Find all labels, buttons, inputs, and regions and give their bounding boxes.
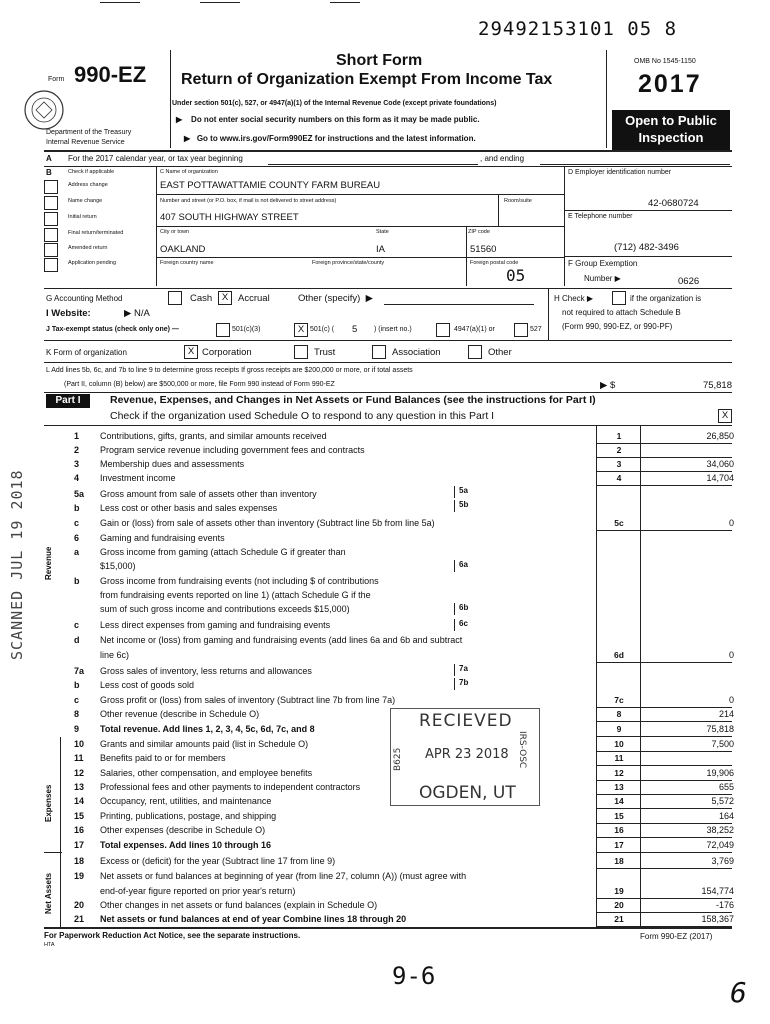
row-description: Investment income [100, 473, 176, 483]
notice-ssn: ▶ Do not enter social security numbers on this form as it may be made public. [176, 115, 480, 124]
line-number-box: 17 [614, 840, 624, 850]
row-rule [596, 852, 732, 853]
row-description: Membership dues and assessments [100, 459, 245, 469]
line-number-box: 12 [614, 768, 624, 778]
inner-box-7b: 7b [454, 678, 495, 690]
schedule-b-checkbox[interactable] [612, 291, 626, 305]
other-specify-label: Other (specify) ▶ [298, 293, 373, 304]
stamp-date: APR 23 2018 [425, 747, 509, 762]
inner-box-5a: 5a [454, 486, 495, 498]
row-rule [596, 780, 732, 781]
stamp-city: OGDEN, UT [419, 783, 516, 803]
line-amount[interactable]: 0 [728, 695, 734, 705]
insert-no-label: ) (insert no.) [374, 326, 412, 333]
part-i-tag: Part I [46, 394, 90, 408]
row-description: Salaries, other compensation, and employee benefits [100, 768, 313, 778]
row-rule [596, 898, 732, 899]
title-short-form: Short Form [336, 52, 423, 69]
scanned-stamp: SCANNED JUL 19 2018 [8, 469, 26, 660]
line-number-box: 8 [616, 709, 622, 719]
side-label-expenses: Expenses [44, 784, 53, 822]
address-change-label: Address change [68, 182, 108, 188]
line-amount[interactable]: 72,049 [706, 840, 734, 850]
gross-receipts-value[interactable]: 75,818 [702, 380, 732, 391]
website-label: I Website: [46, 308, 91, 319]
stamp-code-left: B625 [393, 747, 403, 771]
row-description: Less cost or other basis and sales expenses [100, 503, 278, 513]
row-description: Gain or (loss) from sale of assets other than inventory (Subtract line 5b from line 5a) [100, 518, 435, 528]
group-number-value[interactable]: 0626 [678, 276, 700, 287]
line-l-text-1: L Add lines 5b, 6c, and 7b to line 9 to determine gross receipts If gross receipts are $200,000 or more, or if total assets [46, 367, 413, 374]
row-rule [596, 485, 732, 486]
org-street[interactable]: 407 SOUTH HIGHWAY STREET [160, 212, 299, 223]
city-label: City or town [160, 229, 190, 235]
line-amount[interactable]: 26,850 [706, 431, 734, 441]
trust-label: Trust [314, 347, 336, 358]
row-rule [596, 751, 732, 752]
stamp-received-text: RECIEVED [419, 711, 513, 731]
form-label: Form [48, 76, 65, 83]
h-check-label-b: if the organization is [630, 294, 702, 303]
line-amount[interactable]: 34,060 [706, 459, 734, 469]
org-zip[interactable]: 51560 [470, 244, 497, 255]
trust-checkbox[interactable] [294, 345, 308, 359]
line-number-box: 1 [616, 431, 622, 441]
row-description: end-of-year figure reported on prior year's return) [100, 886, 296, 896]
name-change-checkbox[interactable] [44, 196, 58, 210]
inner-box-6c: 6c [454, 619, 495, 631]
line-number-box: 19 [614, 886, 624, 896]
row-rule [596, 794, 732, 795]
line-number-box: 6d [614, 650, 624, 660]
zip-label: ZIP code [468, 229, 490, 235]
inner-box-6a: 6a [454, 560, 495, 572]
row-number: 8 [74, 709, 80, 719]
4947-checkbox[interactable] [436, 323, 450, 337]
line-amount[interactable]: 75,818 [706, 724, 734, 734]
form-of-org-label: K Form of organization [46, 348, 127, 357]
row-description: Gross income from gaming (attach Schedule G if greater than [100, 547, 346, 557]
row-number: d [74, 635, 80, 645]
handwritten-f: 05 [506, 266, 526, 285]
line-number-box: 14 [614, 796, 624, 806]
row-number: 6 [74, 533, 80, 543]
row-description: Professional fees and other payments to independent contractors [100, 782, 361, 792]
side-label-revenue: Revenue [44, 546, 53, 580]
dept-treasury: Department of the Treasury [46, 129, 132, 136]
row-number: b [74, 503, 80, 513]
row-rule [596, 868, 732, 869]
row-number: 5a [74, 489, 85, 499]
line-amount[interactable]: 164 [718, 811, 734, 821]
h-check-line2: not required to attach Schedule B [562, 308, 681, 317]
row-description: Other expenses (describe in Schedule O) [100, 825, 266, 835]
amended-return-checkbox[interactable] [44, 243, 58, 257]
h-check-label: H Check ▶ [554, 294, 594, 303]
paperwork-notice: For Paperwork Reduction Act Notice, see the separate instructions. [44, 931, 301, 940]
row-description: Net income or (loss) from gaming and fundraising events (add lines 6a and 6b and subtract [100, 635, 463, 645]
row-number: 18 [74, 856, 85, 866]
line-number-box: 15 [614, 811, 624, 821]
part-i-schedule-o-check: Check if the organization used Schedule O to respond to any question in this Part I [110, 410, 495, 422]
document-locator-number: 29492153101 05 8 [478, 18, 678, 40]
ein-value[interactable]: 42-0680724 [648, 198, 699, 209]
row-description: Benefits paid to or for members [100, 753, 226, 763]
name-change-label: Name change [68, 198, 103, 204]
inner-box-5b: 5b [454, 500, 495, 512]
application-pending-label: Application pending [68, 260, 117, 266]
inner-box-7a: 7a [454, 664, 495, 676]
irs-label: Internal Revenue Service [46, 139, 125, 146]
line-amount[interactable]: 38,252 [706, 825, 734, 835]
row-description: sum of such gross income and contributions exceeds $15,000) [100, 604, 350, 614]
row-number: 7a [74, 666, 85, 676]
street-label: Number and street (or P.O. box, if mail is not delivered to street address) [160, 198, 337, 204]
title-main: Return of Organization Exempt From Income Tax [181, 71, 553, 88]
row-description: Less cost of goods sold [100, 680, 195, 690]
group-exemption-label: F Group Exemption [568, 259, 638, 268]
line-a-tax-year: For the 2017 calendar year, or tax year beginning [68, 154, 243, 163]
foreign-country-label: Foreign country name [160, 260, 214, 266]
row-rule [596, 765, 732, 766]
row-number: 17 [74, 840, 85, 850]
stamp-code-right: IRS-OSC [517, 731, 527, 769]
line-amount[interactable]: 158,367 [701, 914, 734, 924]
row-number: 10 [74, 739, 85, 749]
accrual-checkbox[interactable]: X [218, 291, 232, 305]
state-label: State [376, 229, 389, 235]
row-number: c [74, 518, 80, 528]
row-rule [596, 808, 732, 809]
org-city[interactable]: OAKLAND [160, 244, 206, 255]
org-name[interactable]: EAST POTTAWATTAMIE COUNTY FARM BUREAU [160, 180, 381, 191]
row-description: Gross amount from sale of assets other than inventory [100, 489, 317, 499]
tax-exempt-status-label: J Tax-exempt status (check only one) — [46, 326, 179, 333]
line-number-box: 9 [616, 724, 622, 734]
tax-year: 2017 [638, 70, 702, 98]
handwritten-note-1: 9-6 [392, 962, 436, 990]
row-rule [596, 707, 732, 708]
row-rule [596, 736, 732, 737]
part-i-title: Revenue, Expenses, and Changes in Net Assets or Fund Balances (see the instructions for Part I) [110, 394, 596, 406]
row-description: Net assets or fund balances at beginning of year (from line 27, column (A)) (must agree with [100, 871, 467, 881]
row-number: b [74, 680, 80, 690]
side-label-net-assets: Net Assets [44, 872, 53, 914]
irs-received-stamp [390, 708, 540, 806]
row-number: 14 [74, 796, 85, 806]
row-rule [596, 457, 732, 458]
row-description: line 6c) [100, 650, 130, 660]
accrual-label: Accrual [238, 293, 270, 304]
room-label: Room/suite [504, 198, 532, 204]
line-amount[interactable]: 19,906 [706, 768, 734, 778]
association-checkbox[interactable] [372, 345, 386, 359]
final-return-label: Final return/terminated [68, 230, 124, 236]
line-number-box: 5c [614, 518, 624, 528]
seal-icon [22, 88, 66, 132]
line-amount[interactable]: 0 [728, 650, 734, 660]
row-number: 1 [74, 431, 80, 441]
line-amount[interactable]: -176 [715, 900, 734, 910]
association-label: Association [392, 347, 441, 358]
row-description: $15,000) [100, 561, 136, 571]
initial-return-label: Initial return [68, 214, 97, 220]
amended-return-label: Amended return [68, 245, 108, 251]
footer-hta: HTA [44, 942, 55, 948]
row-number: 16 [74, 825, 85, 835]
row-number: 11 [74, 753, 84, 763]
row-rule [596, 823, 732, 824]
accounting-method-label: G Accounting Method [46, 294, 123, 303]
row-number: a [74, 547, 80, 557]
group-number-label: Number ▶ [584, 274, 621, 283]
row-description: Less direct expenses from gaming and fundraising events [100, 620, 331, 630]
row-description: Printing, publications, postage, and shipping [100, 811, 277, 821]
row-number: 19 [74, 871, 85, 881]
subtitle: Under section 501(c), 527, or 4947(a)(1) of the Internal Revenue Code (except private foundations) [172, 100, 497, 107]
row-rule [596, 912, 732, 913]
footer-form-id: Form 990-EZ (2017) [640, 932, 713, 941]
4947-label: 4947(a)(1) or [454, 326, 495, 333]
form-number: 990-EZ [74, 62, 147, 87]
row-number: 12 [74, 768, 85, 778]
row-description: Gaming and fundraising events [100, 533, 225, 543]
line-number-box: 3 [616, 459, 622, 469]
line-number-box: 20 [614, 900, 624, 910]
row-rule [596, 530, 732, 531]
line-amount[interactable]: 655 [718, 782, 734, 792]
row-number: 3 [74, 459, 80, 469]
row-description: Program service revenue including government fees and contracts [100, 445, 365, 455]
line-a-ending: , and ending [480, 154, 525, 163]
row-description: Other changes in net assets or fund balances (explain in Schedule O) [100, 900, 378, 910]
row-number: 20 [74, 900, 85, 910]
row-number: 4 [74, 473, 80, 483]
line-number-box: 21 [614, 914, 624, 924]
line-number-box: 2 [616, 445, 622, 455]
row-description: Gross sales of inventory, less returns and allowances [100, 666, 312, 676]
row-rule [596, 721, 732, 722]
501c3-label: 501(c)(3) [232, 326, 261, 333]
row-rule [596, 837, 732, 838]
row-description: Grants and similar amounts paid (list in Schedule O) [100, 739, 309, 749]
row-description: Contributions, gifts, grants, and similar amounts received [100, 431, 327, 441]
row-number: 13 [74, 782, 85, 792]
501c-checkbox[interactable]: X [294, 323, 308, 337]
row-description: Excess or (deficit) for the year (Subtract line 17 from line 9) [100, 856, 336, 866]
line-number-box: 11 [614, 753, 624, 763]
row-rule [596, 662, 732, 663]
line-amount[interactable]: 3,769 [711, 856, 734, 866]
row-description: Other revenue (describe in Schedule O) [100, 709, 260, 719]
cash-label: Cash [190, 293, 213, 304]
line-amount[interactable]: 5,572 [711, 796, 734, 806]
row-number: 9 [74, 724, 80, 734]
other-label: Other [488, 347, 512, 358]
schedule-o-checkbox[interactable]: X [718, 409, 732, 423]
handwritten-note-2: 6 [730, 976, 747, 1009]
line-amount[interactable]: 0 [728, 518, 734, 528]
address-change-checkbox[interactable] [44, 180, 58, 194]
527-label: 527 [530, 326, 542, 333]
initial-return-checkbox[interactable] [44, 212, 58, 226]
cash-checkbox[interactable] [168, 291, 182, 305]
527-checkbox[interactable] [514, 323, 528, 337]
line-amount[interactable]: 154,774 [701, 886, 734, 896]
line-b-label: Check if applicable [68, 169, 115, 175]
line-number-box: 13 [614, 782, 624, 792]
phone-label: E Telephone number [568, 213, 633, 220]
row-description: Gross profit or (loss) from sales of inventory (Subtract line 7b from line 7a) [100, 695, 396, 705]
org-state[interactable]: IA [376, 244, 385, 255]
line-number-box: 7c [614, 695, 624, 705]
inner-box-6b: 6b [454, 603, 495, 615]
open-to-public-badge: Open to Public Inspection [612, 110, 730, 150]
foreign-postal-label: Foreign postal code [470, 260, 519, 266]
foreign-province-label: Foreign province/state/county [312, 260, 385, 266]
row-number: 21 [74, 914, 85, 924]
501c3-checkbox[interactable] [216, 323, 230, 337]
line-number-box: 18 [614, 856, 624, 866]
row-rule [596, 471, 732, 472]
row-description: Total revenue. Add lines 1, 2, 3, 4, 5c, 6d, 7c, and 8 [100, 724, 315, 734]
ein-label: D Employer identification number [568, 169, 672, 176]
name-of-org-label: C Name of organization [160, 169, 218, 175]
application-pending-checkbox[interactable] [44, 258, 58, 272]
line-amount[interactable]: 7,500 [711, 739, 734, 749]
notice-irs-link: ▶ Go to www.irs.gov/Form990EZ for instructions and the latest information. [184, 134, 476, 143]
line-amount[interactable]: 214 [718, 709, 734, 719]
corporation-label: Corporation [202, 347, 252, 358]
line-l-text-2: (Part II, column (B) below) are $500,000 or more, file Form 990 instead of Form 990-EZ [64, 381, 335, 388]
line-l-dollar: ▶ $ [600, 380, 616, 391]
phone-value[interactable]: (712) 482-3496 [614, 242, 679, 253]
row-number: b [74, 576, 80, 586]
row-number: 2 [74, 445, 80, 455]
row-number: c [74, 695, 80, 705]
omb-number: OMB No 1545-1150 [634, 58, 696, 65]
row-description: Gross income from fundraising events (not including $ of contributions [100, 576, 379, 586]
501c-number[interactable]: 5 [352, 324, 358, 335]
line-number-box: 10 [614, 739, 624, 749]
line-amount[interactable]: 14,704 [706, 473, 734, 483]
row-description: from fundraising events reported on line 1) (attach Schedule G if the [100, 590, 371, 600]
line-number-box: 4 [616, 473, 622, 483]
501c-label: 501(c) ( [310, 326, 335, 333]
row-rule [596, 443, 732, 444]
website-value: ▶ N/A [124, 308, 150, 319]
final-return-checkbox[interactable] [44, 228, 58, 242]
h-check-line3: (Form 990, 990-EZ, or 990-PF) [562, 322, 673, 331]
other-checkbox[interactable] [468, 345, 482, 359]
corporation-checkbox[interactable]: X [184, 345, 198, 359]
row-description: Total expenses. Add lines 10 through 16 [100, 840, 272, 850]
row-number: 15 [74, 811, 85, 821]
row-description: Occupancy, rent, utilities, and maintenance [100, 796, 272, 806]
row-number: c [74, 620, 80, 630]
row-description: Net assets or fund balances at end of year Combine lines 18 through 20 [100, 914, 407, 924]
line-number-box: 16 [614, 825, 624, 835]
